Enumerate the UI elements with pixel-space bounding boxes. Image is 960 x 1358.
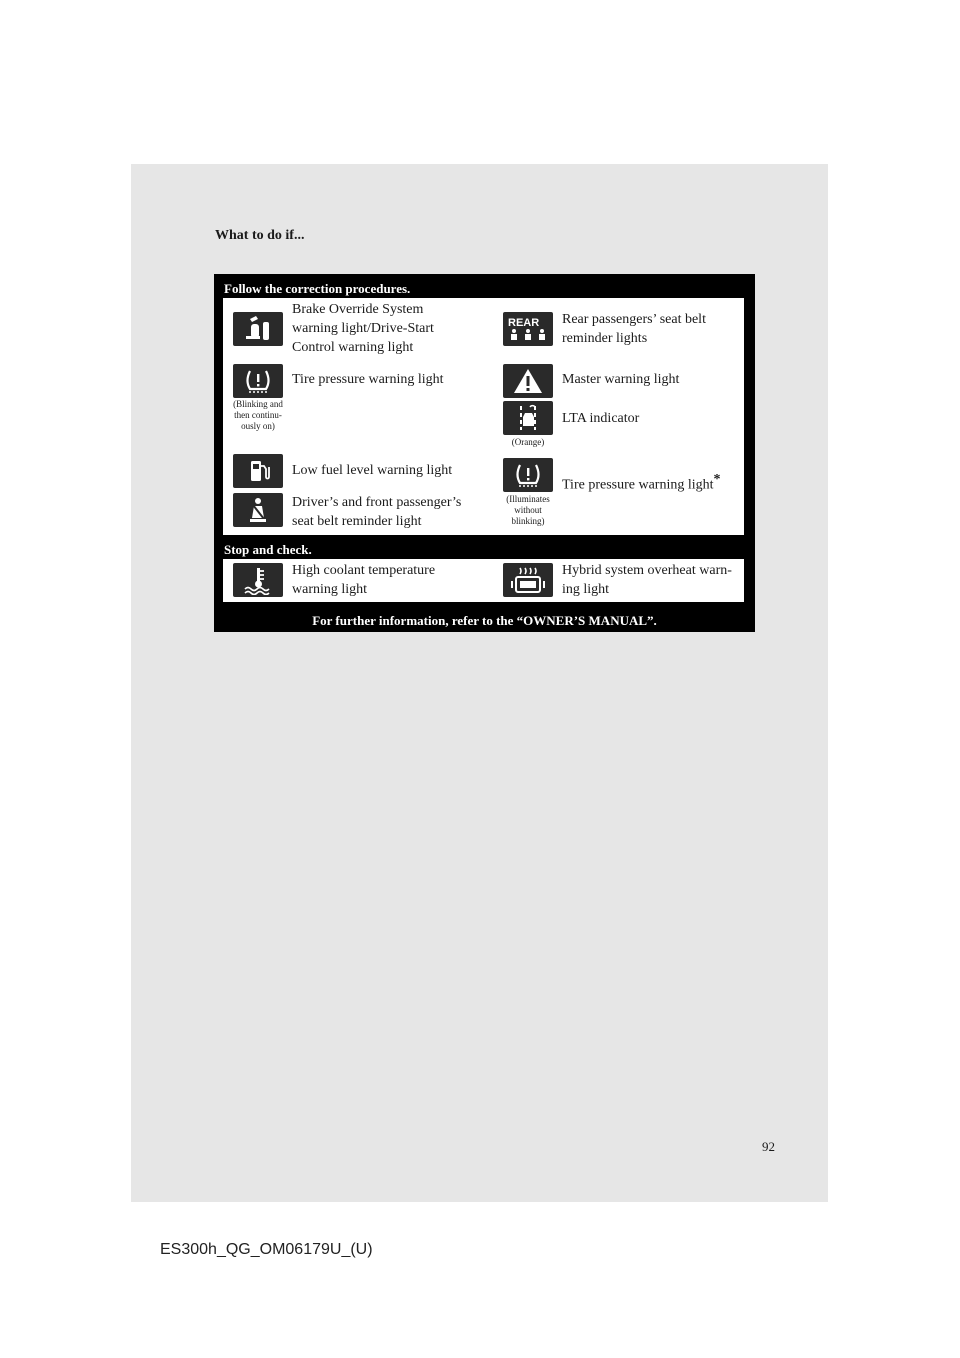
- hybrid-overheat-label: Hybrid system overheat warn- ing light: [562, 563, 732, 597]
- group1-header: Follow the correction procedures.: [224, 281, 411, 296]
- footer-note: For further information, refer to the “OWNER’S MANUAL”.: [312, 613, 657, 628]
- group2-header: Stop and check.: [224, 542, 312, 557]
- hybrid-overheat-icon: [503, 563, 553, 597]
- tire-pressure-caption-2: (Illuminates without blinking): [506, 494, 550, 526]
- lta-icon: [503, 401, 553, 435]
- document-id: ES300h_QG_OM06179U_(U): [160, 1241, 373, 1258]
- rear-seatbelt-icon-text: REAR: [508, 317, 540, 329]
- rear-seatbelt-icon: [503, 312, 553, 346]
- tire-pressure-label-2-text: Tire pressure warning light: [562, 477, 714, 493]
- tire-pressure-label-1: Tire pressure warning light: [292, 372, 444, 387]
- tire-pressure-icon: [233, 364, 283, 398]
- master-warning-label: Master warning light: [562, 372, 680, 387]
- coolant-temperature-icon: [233, 563, 283, 597]
- seatbelt-icon: [233, 493, 283, 527]
- fuel-label: Low fuel level warning light: [292, 463, 453, 478]
- tire-pressure-label-2: [562, 470, 752, 495]
- page-number: 92: [762, 1139, 775, 1154]
- fuel-pump-icon: [233, 454, 283, 488]
- lta-caption: (Orange): [511, 437, 545, 447]
- group1-panel: [223, 298, 744, 535]
- asterisk: *: [713, 472, 721, 487]
- group2-panel: [223, 559, 744, 602]
- tire-pressure-icon: [503, 458, 553, 492]
- master-warning-icon: [503, 364, 553, 398]
- tire-pressure-caption-1: (Blinking and then continu- ously on): [233, 399, 283, 431]
- section-title: What to do if...: [215, 228, 305, 243]
- coolant-label: High coolant temperature warning light: [292, 563, 436, 597]
- warning-lights-box: [214, 274, 755, 632]
- brake-override-label: Brake Override System warning light/Drive-Start Control warning light: [292, 302, 434, 355]
- brake-override-icon: [233, 312, 283, 346]
- front-seatbelt-label: Driver’s and front passenger’s seat belt reminder light: [292, 495, 462, 529]
- lta-label: LTA indicator: [562, 411, 640, 426]
- rear-seatbelt-label: Rear passengers’ seat belt reminder lights: [562, 312, 706, 346]
